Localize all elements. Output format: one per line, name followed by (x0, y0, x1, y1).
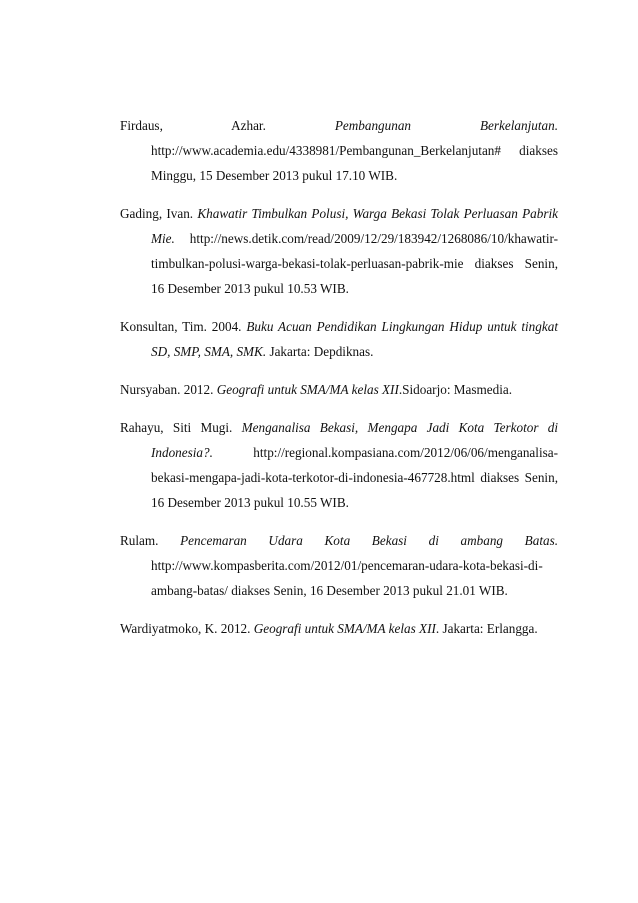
reference-author: Nursyaban. 2012. (120, 382, 217, 397)
reference-entry-rahayu (120, 415, 558, 515)
reference-title: Menganalisa Bekasi, Mengapa Jadi Kota Terkotor di Indonesia?. (151, 420, 559, 460)
reference-entry-gading (120, 201, 558, 301)
reference-details: .Sidoarjo: Masmedia. (398, 382, 513, 397)
reference-title: Khawatir Timbulkan Polusi, Warga Bekasi Tolak Perluasan Pabrik Mie. (151, 206, 558, 246)
reference-list (120, 113, 558, 654)
reference-title: Pembangunan Berkelanjutan. (334, 118, 558, 133)
reference-details: . Jakarta: Erlangga. (435, 621, 538, 636)
reference-details: http://news.detik.com/read/2009/12/29/183942/1268086/10/khawatir-timbulkan-polusi-warga-bekasi-tolak-perluasan-pabrik-mie diakses Senin, 16 Desember 2013 pukul 10.53 WIB. (151, 231, 558, 296)
reference-details: http://regional.kompasiana.com/2012/06/06/menganalisa-bekasi-mengapa-jadi-kota-terkotor-di-indonesia-467728.html diakses Senin, 16 Desember 2013 pukul 10.55 WIB. (151, 445, 558, 510)
reference-title: Geografi untuk SMA/MA kelas XII (216, 382, 399, 397)
reference-author: Rahayu, Siti Mugi. (120, 420, 242, 435)
reference-details: Jakarta: Depdiknas. (266, 344, 374, 359)
reference-title: Geografi untuk SMA/MA kelas XII (253, 621, 436, 636)
reference-author: Gading, Ivan. (120, 206, 198, 221)
reference-entry-firdaus (120, 113, 558, 188)
reference-details: http://www.kompasberita.com/2012/01/pencemaran-udara-kota-bekasi-di-ambang-batas/ diakses Senin, 16 Desember 2013 pukul 21.01 WIB. (151, 558, 543, 598)
reference-title: Pencemaran Udara Kota Bekasi di ambang Batas. (180, 533, 559, 548)
reference-entry-rulam (120, 528, 558, 603)
reference-author: Konsultan, Tim. 2004. (120, 319, 247, 334)
reference-details: http://www.academia.edu/4338981/Pembangunan_Berkelanjutan# diakses Minggu, 15 Desember 2013 pukul 17.10 WIB. (151, 143, 558, 183)
reference-entry-nursyaban (120, 377, 558, 402)
reference-entry-wardiyatmoko (120, 616, 558, 641)
reference-author: Rulam. (120, 533, 181, 548)
reference-author: Wardiyatmoko, K. 2012. (120, 621, 254, 636)
reference-title: Buku Acuan Pendidikan Lingkungan Hidup untuk tingkat SD, SMP, SMA, SMK. (151, 319, 558, 359)
reference-entry-konsultan (120, 314, 558, 364)
reference-author: Firdaus, Azhar. (120, 118, 335, 133)
